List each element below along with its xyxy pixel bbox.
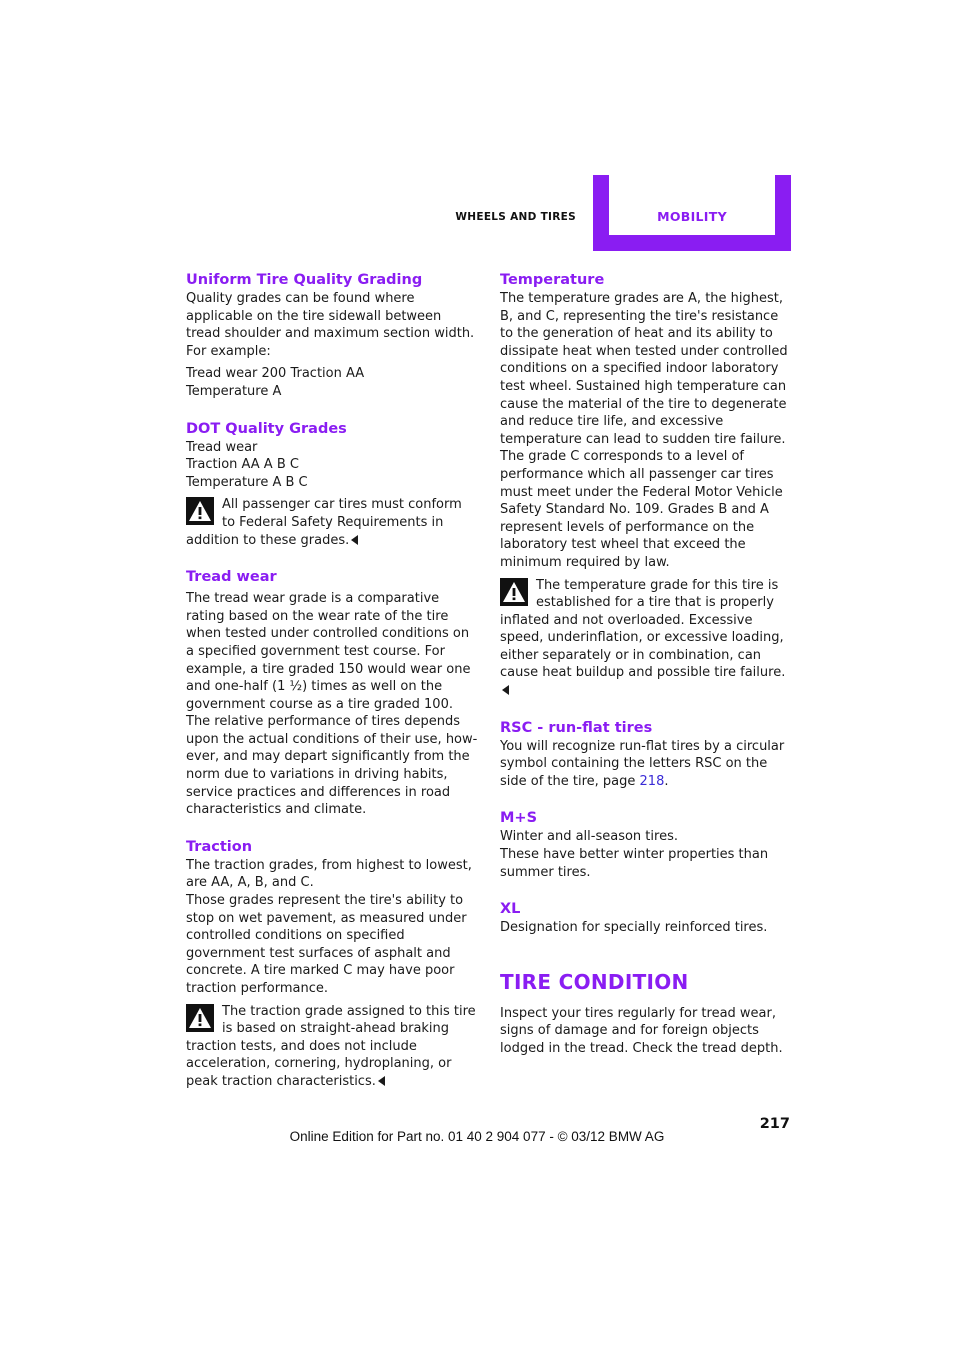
dot-line3: Temperature A B C xyxy=(186,474,308,490)
treadwear-body: The tread wear grade is a comparative rating based on the wear rate of the tire when tested under controlled conditions on a specified government test course. For example, a tire graded 150 would wear one and one-half (1 ½) times as well on the government course as a tire graded 100. The relative performance of tires depends upon the actual conditions of their use, however, and may depart significantly from the norm due to variations in driving habits, service practices and differences in road characteristics and climate. xyxy=(186,591,478,818)
chapter-tab-inner xyxy=(609,175,775,235)
tire-condition-body: Inspect your tires regularly for tread wear, signs of damage and for foreign objects lodged in the tread. Check the tread depth. xyxy=(500,1005,783,1056)
traction-warning xyxy=(186,1003,478,1091)
utqg-example-line2: Temperature A xyxy=(186,383,282,399)
page-number: 217 xyxy=(759,1116,790,1132)
temperature-warning-text: The temperature grade for this tire is established for a tire that is properly inflated and not overloaded. Excessive speed, underinflation, or excessive loading, either separately or in combination, can cause heat buildup and possible tire failure. xyxy=(500,577,786,681)
treadwear-heading: Tread wear xyxy=(186,569,277,586)
traction-body2: Those grades represent the tire's ability to stop on wet pavement, as measured under controlled conditions on specified government test surfaces of asphalt and concrete. A tire marked C may have poor traction performance. xyxy=(186,893,467,996)
page-link[interactable]: 218 xyxy=(639,773,665,789)
temperature-warning xyxy=(500,577,792,700)
ms-heading: M+S xyxy=(500,810,538,827)
dot-line2: Traction AA A B C xyxy=(186,457,299,473)
traction-heading: Traction xyxy=(186,838,253,855)
dot-warning xyxy=(186,496,478,549)
xl-body: Designation for specially reinforced tires. xyxy=(500,920,768,936)
traction-warning-text: The traction grade assigned to this tire is based on straight-ahead braking traction tests, and does not include acceleration, cornering, hydroplaning, or peak traction characteristics. xyxy=(186,1003,476,1089)
chapter-tab-label: MOBILITY xyxy=(657,209,727,224)
tire-condition-heading: TIRE CONDITION xyxy=(500,969,689,994)
utqg-example-line1: Tread wear 200 Traction AA xyxy=(186,366,365,382)
temperature-body: The temperature grades are A, the highest, B, and C, representing the tire's resistance to the generation of heat and its ability to dissipate heat when tested under controlled conditions on a specified indoor laboratory test wheel. Sustained high temperature can cause the material of the tire to degenerate and reduce tire life, and excessive temperature can lead to sudden tire failure. The grade C corresponds to a level of performance which all passenger car tires must meet under the Federal Motor Vehicle Safety Standard No. 109. Grades B and A represent levels of performance on the laboratory test wheel that exceed the minimum required by law. xyxy=(500,291,788,570)
chapter-tab xyxy=(593,175,791,251)
end-of-section-triangle-icon xyxy=(351,535,358,545)
utqg-heading: Uniform Tire Quality Grading xyxy=(186,272,423,288)
traction-body1: The traction grades, from highest to lowest, are AA, A, B, and C. xyxy=(186,857,472,891)
left-column xyxy=(186,270,478,1091)
rsc-body-text: You will recognize run-flat tires by a circular symbol containing the letters RSC on the side of the tire, page xyxy=(500,738,785,789)
warning-triangle-icon xyxy=(186,1004,214,1032)
rsc-heading: RSC - run-flat tires xyxy=(500,719,653,736)
warning-triangle-icon xyxy=(500,578,528,606)
rsc-body xyxy=(500,738,792,791)
dot-heading: DOT Quality Grades xyxy=(186,420,347,437)
utqg-body: Quality grades can be found where applicable on the tire sidewall between tread shoulder and maximum section width. For example: xyxy=(186,291,475,359)
xl-heading: XL xyxy=(500,901,521,918)
running-section-title: WHEELS AND TIRES xyxy=(455,211,576,223)
ms-line1: Winter and all-season tires. xyxy=(500,829,678,845)
ms-line2: These have better winter properties than summer tires. xyxy=(500,847,769,880)
temperature-heading: Temperature xyxy=(500,272,605,288)
dot-line1: Tread wear xyxy=(186,439,258,455)
right-column xyxy=(500,270,792,1058)
rsc-body-after: . xyxy=(664,773,669,789)
dot-warning-text: All passenger car tires must conform to Federal Safety Requirements in addition to these grades. xyxy=(186,497,462,548)
end-of-section-triangle-icon xyxy=(502,685,509,695)
warning-triangle-icon xyxy=(186,497,214,525)
end-of-section-triangle-icon xyxy=(378,1076,385,1086)
edition-footer: Online Edition for Part no. 01 40 2 904 077 - © 03/12 BMW AG xyxy=(289,1129,665,1144)
